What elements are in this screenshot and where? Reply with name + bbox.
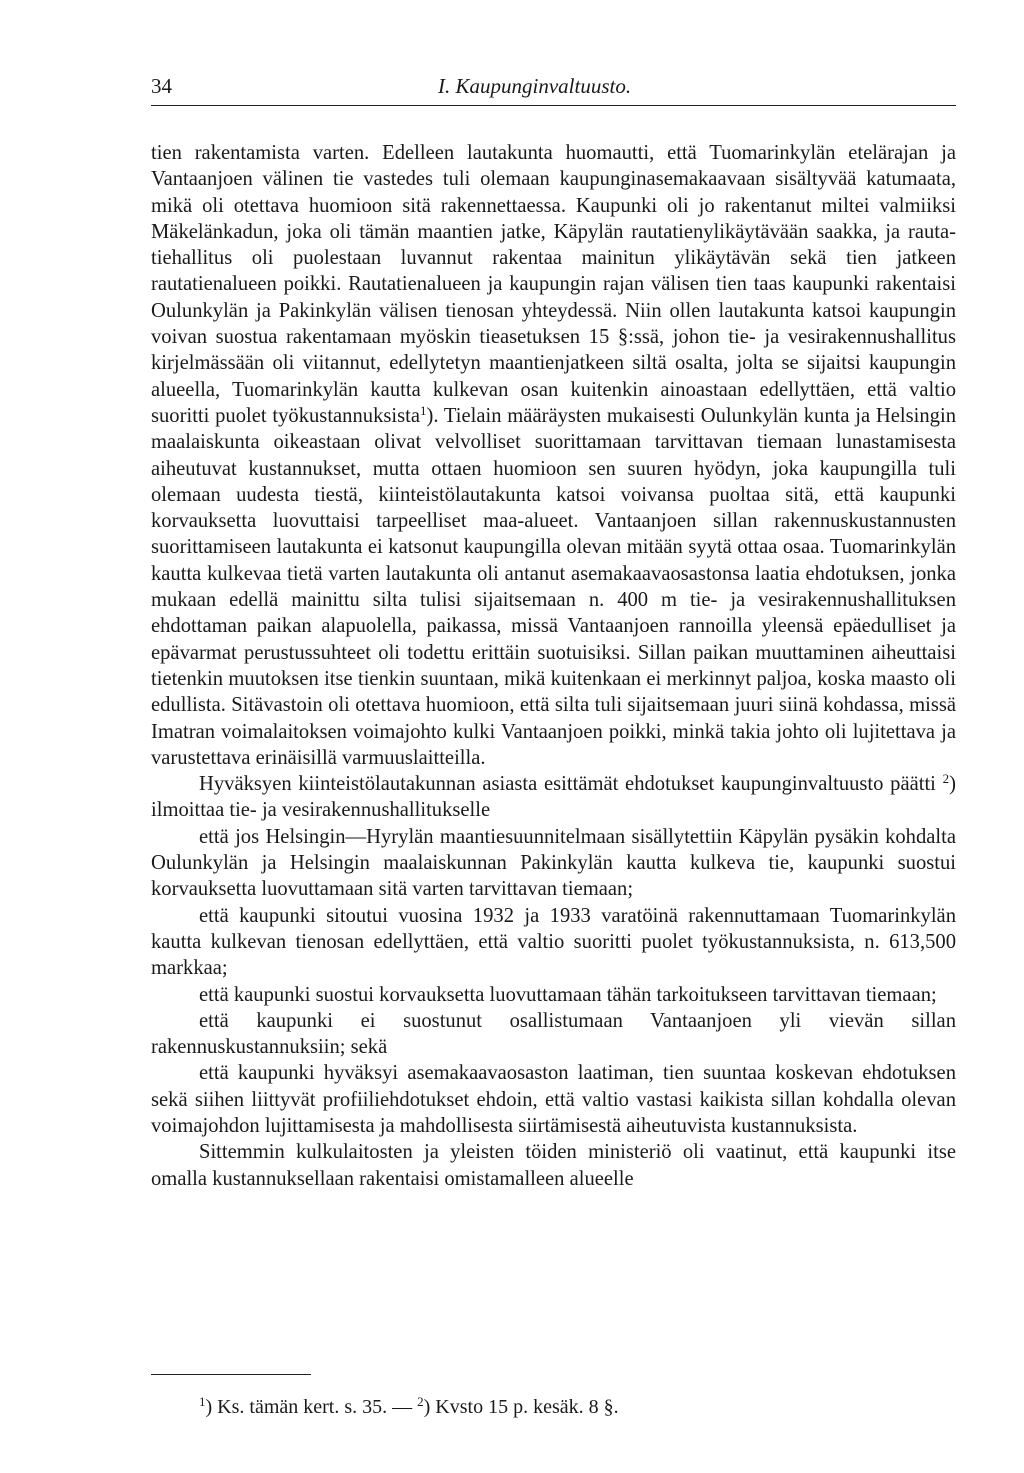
footnote-ref-2: 2 <box>942 771 950 787</box>
paragraph-2: Hyväksyen kiinteistölautakunnan asiasta esittämät ehdotukset kaupunginvaltuusto päätti $^2$) ilmoittaa tie- ja vesirakennushallitukselle <box>151 771 956 822</box>
paragraph-7: että kaupunki hyväksyi asemakaavaosaston laatiman, tien suuntaa koskevan ehdotuksen sekä siihen liittyvät profiiliehdotukset ehdoin, että valtio vastasi kaikista sillan kohdalla olevan voimajohdon lujittamisesta ja mahdollisesta siirtämisestä aiheutuvista kustannuksista. <box>151 1062 956 1137</box>
document-page <box>151 74 956 1418</box>
paragraph-6: että kaupunki ei suostunut osallistumaan Vantaanjoen yli vievän sillan rakennuskustannuksiin; sekä <box>151 1009 956 1059</box>
paragraph-5: että kaupunki suostui korvauksetta luovuttamaan tähän tarkoitukseen tarvittavan tiemaan; <box>199 983 937 1006</box>
body-text <box>151 140 956 1192</box>
paragraph-4: että kaupunki sitoutui vuosina 1932 ja 1933 varatöinä rakennuttamaan Tuomarinkylän kautta kulkevan tienosan edellyttäen, että valtio suoritti puolet työkustannuksista, n. 613,500 markkaa; <box>151 904 956 980</box>
paragraph-8: Sittemmin kulkulaitosten ja yleisten töiden ministeriö oli vaatinut, että kaupunki itse omalla kustannuksellaan rakentaisi omistamalleen alueelle <box>151 1141 956 1190</box>
footnote-2: ) Kvsto 15 p. kesäk. 8 §. <box>423 1396 619 1418</box>
page-number: 34 <box>151 74 172 98</box>
running-title: I. Kaupunginvaltuusto. <box>438 74 632 98</box>
page-header <box>151 74 956 104</box>
footnotes <box>199 1394 619 1420</box>
header-rule <box>151 105 956 106</box>
paragraph-3: että jos Helsingin—Hyrylän maantiesuunnitelmaan sisällytettiin Käpylän pysäkin kohdalta Oulunkylän ja Helsingin maalaiskunnan Pakinkylän kautta kulkeva tie, kaupunki suostui korvauksetta luovuttamaan sitä varten tarvittavan tiemaan; <box>151 825 956 901</box>
paragraph-1: tien rakentamista varten. Edelleen lautakunta huomautti, että Tuomarinkylän etelärajan ja Vantaanjoen välinen tie vastedes tuli olemaan kaupunginasemakaavaan sisältyvää katumaata, mikä oli otettava huomioon sitä rakennettaessa. Kaupunki oli jo rakentanut miltei valmiiksi Mäkelänkadun, joka oli tämän maantien jatke, Käpylän rautatienylikäytävään saakka, ja rautatiehallitus oli puolestaan luvannut rakentaa mainitun ylikäytävän sekä tien jatkeen rautatienalueen poikki. Rautatienalueen ja kaupungin rajan välisen tien taas kaupunki rakentaisi Oulunkylän ja Pakinkylän välisen tienosan yhteydessä. Niin ollen lautakunta katsoi kaupungin voivan suostua rakentamaan myöskin tieasetuksen 15 §:ssä, johon tie- ja vesirakennushallitus kirjelmässään oli viitannut, edellytetyn maantienjatkeen siltä osalta, jolta se sijaitsi kaupungin alueella, Tuomarinkylän kautta kulkevan osan kuitenkin ainoastaan edellyttäen, että valtio suoritti puolet työkustannuksista$^1$). Tielain määräysten mukaisesti Oulunkylän kunta ja Helsingin maalaiskunta oikeastaan olivat velvolliset suorittamaan tarvittavan tiemaan lunastamisesta aiheutuvat kustannukset, mutta ottaen huomioon sen suuren hyödyn, joka kaupungilla tuli olemaan uudesta tiestä, kiinteistölautakunta katsoi voivansa puoltaa sitä, että kaupunki korvauksetta luovuttaisi tarpeelliset maa-alueet. Vantaanjoen sillan rakennuskustannusten suorittamiseen lautakunta ei katsonut kaupungilla olevan mitään syytä ottaa osaa. Tuomarinkylän kautta kulkevaa tietä varten lautakunta oli antanut asemakaavaosastonsa laatia ehdotuksen, jonka mukaan edellä mainittu silta tulisi sijaitsemaan n. 400 m tie- ja vesirakennushallituksen ehdottaman paikan alapuolella, paikassa, missä Vantaanjoen rannoilla yleensä epäedulliset ja epävarmat perustussuhteet oli todettu erittäin suotuisiksi. Sillan paikan muuttaminen aiheuttaisi tietenkin muutoksen itse tienkin suuntaan, mikä kuitenkaan ei merkinnyt paljoa, koska maasto oli edullista. Sitävastoin oli otettava huomioon, että silta tuli sijaitsemaan juuri siinä kohdassa, missä Imatran voimalaitoksen voimajohto kulki Vantaanjoen poikki, minkä takia johto oli lujitettava ja varustettava erinäisillä varmuuslaitteilla. <box>151 142 956 769</box>
footnote-mark-2: 2 <box>417 1394 424 1409</box>
footnote-ref-1: 1 <box>419 402 427 418</box>
footnote-1: ) Ks. tämän kert. s. 35. — <box>205 1396 418 1418</box>
footnote-rule <box>151 1374 311 1375</box>
footnote-mark-1: 1 <box>199 1394 206 1409</box>
